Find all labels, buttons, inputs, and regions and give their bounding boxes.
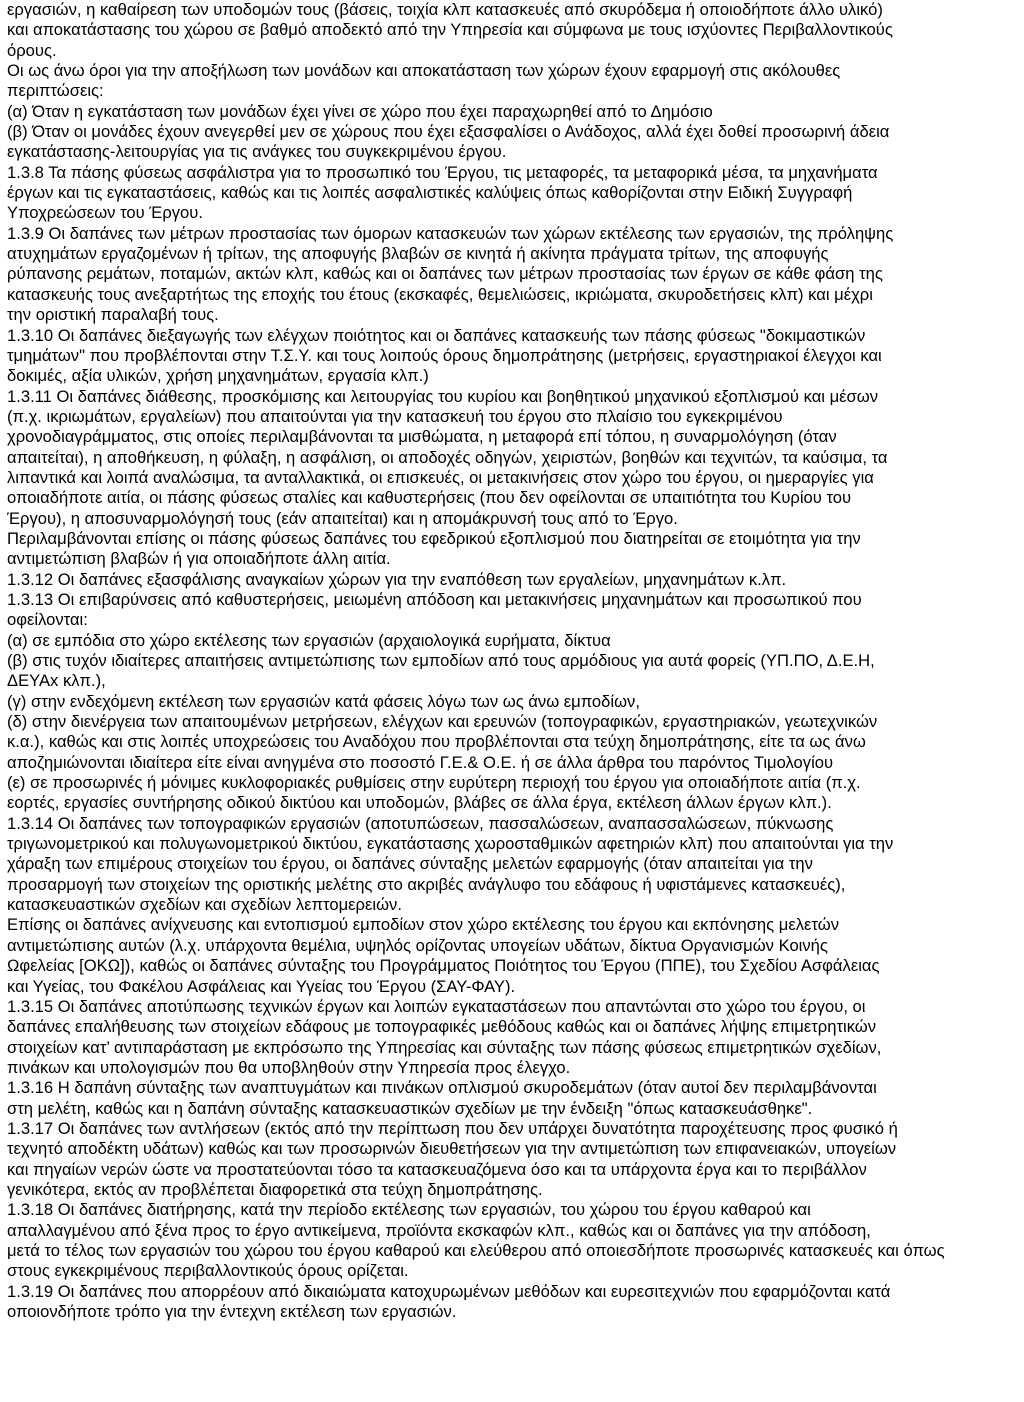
text-line: στοιχείων κατ’ αντιπαράσταση με εκπρόσωπο της Υπηρεσίας και σύνταξης των πάσης φύσεως επιμετρητικών σχεδίων, [7,1037,882,1057]
text-line: όρους. [7,40,57,60]
text-line: κατασκευαστικών σχεδίων και σχεδίων λεπτομερειών. [7,895,402,915]
paragraph [7,773,1018,814]
paragraph [7,915,1018,996]
text-line: 1.3.10 Οι δαπάνες διεξαγωγής των ελέγχων ποιότητος και οι δαπάνες κατασκευής των πάσης φύσεως "δοκιμαστικών [7,325,866,345]
text-line: προσαρμογή των στοιχείων της οριστικής μελέτης στο ακριβές ανάγλυφο του εδάφους ή υφιστάμενες κατασκευές), [7,874,846,894]
text-line: 1.3.19 Οι δαπάνες που απορρέουν από δικαιώματα κατοχυρωμένων μεθόδων και ευρεσιτεχνιών που εφαρμόζονται κατά [7,1281,891,1301]
text-line: 1.3.16 Η δαπάνη σύνταξης των αναπτυγμάτων και πινάκων οπλισμού σκυροδεμάτων (όταν αυτοί δεν περιλαμβάνονται [7,1078,877,1098]
paragraph [7,712,1018,773]
text-line: Έργου), η αποσυναρμολόγησή τους (εάν απαιτείται) και η απομάκρυνσή τους από το Έργο. [7,508,678,528]
text-line: ρύπανσης ρεμάτων, ποταμών, ακτών κλπ, καθώς και οι δαπάνες των μέτρων προστασίας των έργων σε κάθε φάση της [7,264,883,284]
text-line: πινάκων και υπολογισμών που θα υποβληθούν στην Υπηρεσία προς έλεγχο. [7,1057,571,1077]
text-line: (β) στις τυχόν ιδιαίτερες απαιτήσεις αντιμετώπισης των εμποδίων από τους αρμόδιους για αυτά φορείς (ΥΠ.ΠΟ, Δ.Ε.Η, [7,651,875,670]
text-line: 1.3.15 Οι δαπάνες αποτύπωσης τεχνικών έργων και λοιπών εγκαταστάσεων που απαντώνται στο χώρο του έργου, οι [7,996,866,1016]
text-line: ΔΕΥΑx κλπ.), [7,671,106,691]
text-line: εορτές, εργασίες συντήρησης οδικού δικτύου και υποδομών, βλάβες σε άλλα έργα, εκτέλεση άλλων έργων κλπ.). [7,793,832,813]
text-line: εργασιών, η καθαίρεση των υποδομών τους (βάσεις, τοιχία κλπ κατασκευές από σκυρόδεμα ή οποιοδήποτε άλλο υλικό) [7,0,883,19]
paragraph [7,163,1018,224]
paragraph [7,102,1018,122]
text-line: έργων και τις εγκαταστάσεις, καθώς και τις λοιπές ασφαλιστικές καλύψεις όπως καθορίζονται στην Ειδική Συγγραφή [7,183,853,203]
text-line: στη μελέτη, καθώς και η δαπάνη σύνταξης κατασκευαστικών σχεδίων με την ένδειξη "όπως κατασκευάσθηκε". [7,1098,813,1118]
text-line: 1.3.17 Οι δαπάνες των αντλήσεων (εκτός από την περίπτωση που δεν υπάρχει δυνατότητα παροχέτευσης προς φυσικό ή [7,1118,898,1138]
text-line: 1.3.8 Τα πάσης φύσεως ασφάλιστρα για το προσωπικό του Έργου, τις μεταφορές, τα μεταφορικά μέσα, τα μηχανήματα [7,162,878,182]
text-line: 1.3.18 Οι δαπάνες διατήρησης, κατά την περίοδο εκτέλεσης των εργασιών, του χώρου του έργου καθαρού και [7,1200,811,1220]
text-line: κ.α.), καθώς και στις λοιπές υποχρεώσεις του Αναδόχου που προβλέπονται στα τεύχη δημοπράτησης, είτε τα ως άνω [7,732,866,752]
text-line: αντιμετώπισης αυτών (λ.χ. υπάρχοντα θεμέλια, υψηλός ορίζοντας υπογείων υδάτων, δίκτυα Οργανισμών Κοινής [7,935,828,955]
paragraph [7,631,1018,651]
text-line: μετά το τέλος των εργασιών του χώρου του έργου καθαρού και ελεύθερου από οποιεσδήποτε προσωρινές κατασκευές και όπως [7,1240,945,1260]
text-line: δαπάνες επαλήθευσης των στοιχείων εδάφους με τοπογραφικές μεθόδους καθώς και οι δαπάνες λήψης επιμετρητικών [7,1017,877,1037]
paragraph [7,1282,1018,1323]
text-line: λιπαντικά και λοιπά αναλώσιμα, τα ανταλλακτικά, οι επισκευές, οι μετακινήσεις στον χώρο του έργου, οι ημεραργίες για [7,467,874,487]
paragraph [7,326,1018,387]
text-line: αντιμετώπιση βλαβών ή για οποιαδήποτε άλλη αιτία. [7,549,391,569]
paragraph [7,387,1018,529]
text-line: την οριστική παραλαβή τους. [7,305,219,325]
text-line: 1.3.13 Οι επιβαρύνσεις από καθυστερήσεις, μειωμένη απόδοση και μετακινήσεις μηχανημάτων και προσωπικού που [7,589,862,609]
paragraph [7,997,1018,1078]
text-line: και αποκατάστασης του χώρου σε βαθμό αποδεκτό από την Υπηρεσία και σύμφωνα με τους ισχύοντες Περιβαλλοντικούς [7,20,893,40]
paragraph [7,122,1018,163]
text-line: εγκατάστασης-λειτουργίας για τις ανάγκες του συγκεκριμένου έργου. [7,142,507,162]
text-line: 1.3.9 Οι δαπάνες των μέτρων προστασίας των όμορων κατασκευών των χώρων εκτέλεσης των εργασιών, της πρόληψης [7,223,894,243]
paragraph [7,1200,1018,1281]
paragraph [7,1119,1018,1200]
text-line: Οι ως άνω όροι για την αποξήλωση των μονάδων και αποκατάσταση των χώρων έχουν εφαρμογή στις ακόλουθες [7,61,841,81]
text-line: οφείλονται: [7,610,88,630]
paragraph [7,529,1018,570]
text-line: (β) Όταν οι μονάδες έχουν ανεγερθεί μεν σε χώρους που έχει εξασφαλίσει ο Ανάδοχος, αλλά έχει δοθεί προσωρινή άδεια [7,122,890,142]
text-line: οποιαδήποτε αιτία, οι πάσης φύσεως σταλίες και καθυστερήσεις (που δεν οφείλονται σε υπαιτιότητα του Κυρίου του [7,488,852,508]
text-line: οποιονδήποτε τρόπο για την έντεχνη εκτέλεση των εργασιών. [7,1302,457,1321]
paragraph [7,590,1018,631]
text-line: (γ) στην ενδεχόμενη εκτέλεση των εργασιών κατά φάσεις λόγω των ως άνω εμποδίων, [7,691,640,711]
text-line: (α) σε εμπόδια στο χώρο εκτέλεσης των εργασιών (αρχαιολογικά ευρήματα, δίκτυα [7,630,611,650]
text-line: 1.3.14 Οι δαπάνες των τοπογραφικών εργασιών (αποτυπώσεων, πασσαλώσεων, αναπασσαλώσεων, πύκνωσης [7,813,834,833]
text-line: στους εγκεκριμένους περιβαλλοντικούς όρους ορίζεται. [7,1261,409,1281]
text-line: ατυχημάτων εργαζομένων ή τρίτων, της αποφυγής βλαβών σε κινητά ή ακίνητα πράγματα τρίτων, της αποφυγής [7,244,829,264]
paragraph [7,651,1018,692]
text-line: απαιτείται), η αποθήκευση, η φύλαξη, η ασφάλιση, οι αποδοχές οδηγών, χειριστών, βοηθών και τεχνιτών, τα καύσιμα, τα [7,447,888,467]
paragraph [7,814,1018,916]
document-body [7,0,1018,1322]
text-line: και Υγείας, του Φακέλου Ασφάλειας και Υγείας του Έργου (ΣΑΥ-ΦΑΥ). [7,976,516,996]
text-line: (π.χ. ικριωμάτων, εργαλείων) που απαιτούνται για την κατασκευή του έργου στο πλαίσιο του εγκεκριμένου [7,406,783,426]
text-line: γενικότερα, εκτός αν προβλέπεται διαφορετικά στα τεύχη δημοπράτησης. [7,1179,543,1199]
text-line: (ε) σε προσωρινές ή μόνιμες κυκλοφοριακές ρυθμίσεις στην ευρύτερη περιοχή του έργου για οποιαδήποτε αιτία (π.χ. [7,773,861,793]
paragraph [7,61,1018,102]
paragraph [7,0,1018,61]
paragraph [7,692,1018,712]
text-line: (α) Όταν η εγκατάσταση των μονάδων έχει γίνει σε χώρο που έχει παραχωρηθεί από το Δημόσιο [7,101,713,121]
text-line: χάραξη των επιμέρους στοιχείων του έργου, οι δαπάνες σύνταξης μελετών εφαρμογής (όταν απαιτείται για την [7,854,813,874]
text-line: κατασκευής τους ανεξαρτήτως της εποχής του έτους (εκσκαφές, θεμελιώσεις, ικριώματα, σκυροδετήσεις κλπ) και μέχρι [7,284,873,304]
text-line: τριγωνομετρικού και πολυγωνομετρικού δικτύου, εγκατάστασης χωροσταθμικών αφετηριών κλπ) που απαιτούνται για την [7,834,894,854]
paragraph [7,224,1018,326]
text-line: Υποχρεώσεων του Έργου. [7,203,203,223]
text-line: Επίσης οι δαπάνες ανίχνευσης και εντοπισμού εμποδίων στον χώρο εκτέλεσης του έργου και εκπόνησης μελετών [7,915,839,935]
text-line: Περιλαμβάνονται επίσης οι πάσης φύσεως δαπάνες του εφεδρικού εξοπλισμού που διατηρείται σε ετοιμότητα για την [7,528,861,548]
paragraph [7,1078,1018,1119]
text-line: (δ) στην διενέργεια των απαιτουμένων μετρήσεων, ελέγχων και ερευνών (τοπογραφικών, εργαστηριακών, γεωτεχνικών [7,712,878,732]
text-line: 1.3.12 Οι δαπάνες εξασφάλισης αναγκαίων χώρων για την εναπόθεση των εργαλείων, μηχανημάτων κ.λπ. [7,569,787,589]
paragraph [7,570,1018,590]
text-line: περιπτώσεις: [7,81,104,101]
text-line: απαλλαγμένου από ξένα προς το έργο αντικείμενα, προϊόντα εκσκαφών κλπ., καθώς και οι δαπάνες για την απόδοση, [7,1220,871,1240]
text-line: χρονοδιαγράμματος, στις οποίες περιλαμβάνονται τα μισθώματα, η μεταφορά επί τόπου, η συναρμολόγηση (όταν [7,427,837,447]
text-line: και πηγαίων νερών ώστε να προστατεύονται τόσο τα κατασκευαζόμενα όσο και τα υπάρχοντα έργα και το περιβάλλον [7,1159,867,1179]
text-line: τεχνητό αποδέκτη υδάτων) καθώς και των προσωρινών διευθετήσεων για την αντιμετώπιση των επιφανειακών, υπογείων [7,1139,897,1159]
text-line: Ωφελείας [ΟΚΩ]), καθώς οι δαπάνες σύνταξης του Προγράμματος Ποιότητος του Έργου (ΠΠΕ), του Σχεδίου Ασφάλειας [7,956,880,976]
text-line: αποζημιώνονται ιδιαίτερα είτε είναι ανηγμένα στο ποσοστό Γ.Ε.& Ο.Ε. ή σε άλλα άρθρα του παρόντος Τιμολογίου [7,752,834,772]
text-line: δοκιμές, αξία υλικών, χρήση μηχανημάτων, εργασία κλπ.) [7,366,429,386]
text-line: 1.3.11 Οι δαπάνες διάθεσης, προσκόμισης και λειτουργίας του κυρίου και βοηθητικού μηχανικού εξοπλισμού και μέσων [7,386,879,406]
text-line: τμημάτων" που προβλέπονται στην Τ.Σ.Υ. και τους λοιπούς όρους δημοπράτησης (μετρήσεις, εργαστηριακοί έλεγχοι και [7,345,882,365]
